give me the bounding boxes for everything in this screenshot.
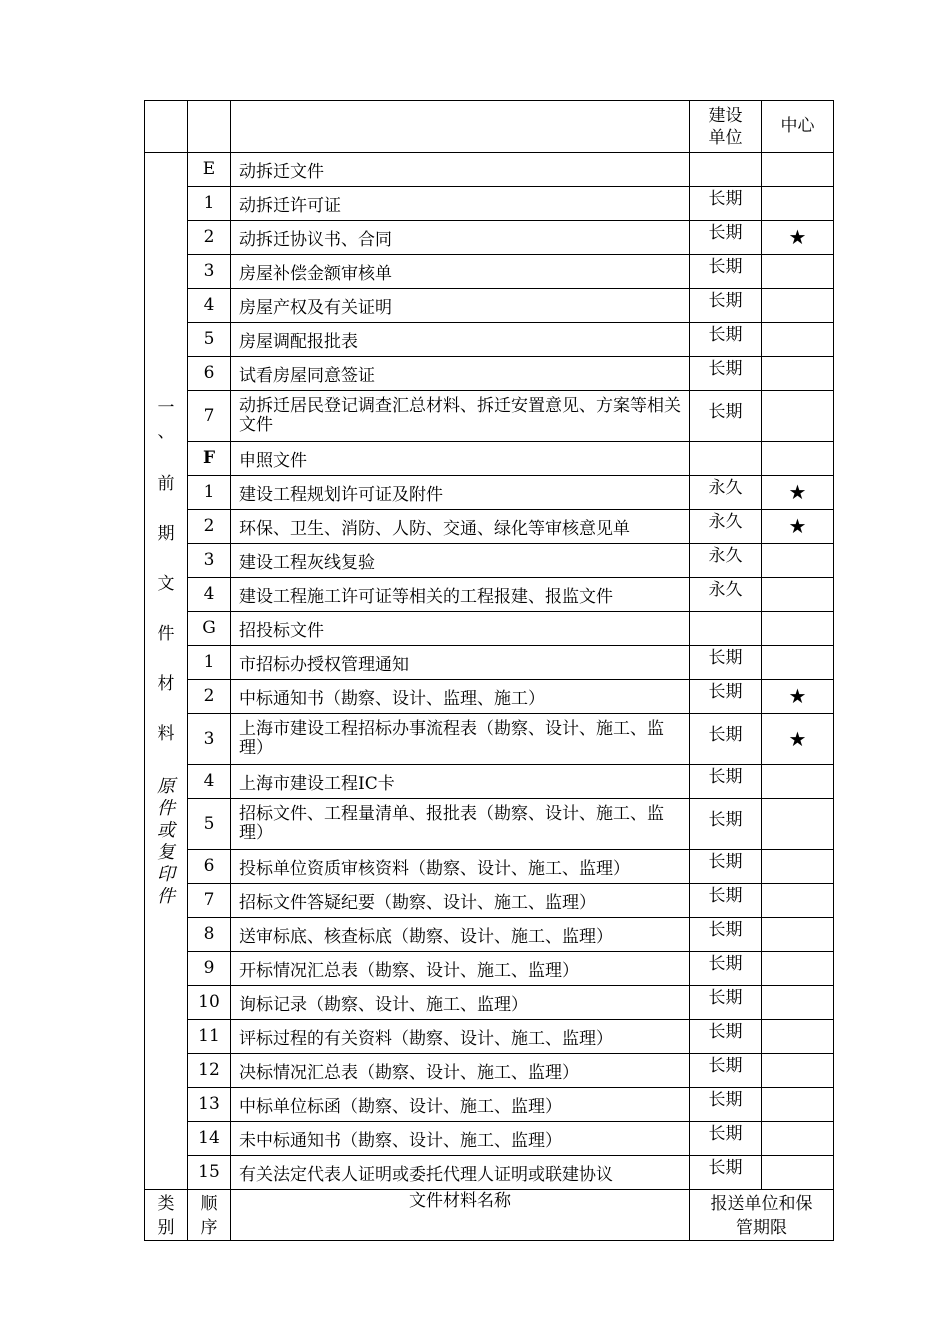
- footer-category: 类别: [145, 1190, 188, 1241]
- category-note: [145, 776, 187, 908]
- row-number: 15: [188, 1156, 231, 1190]
- row-center: [762, 646, 834, 680]
- row-center: [762, 289, 834, 323]
- header-row: [145, 101, 834, 153]
- row-term: 长期: [690, 187, 762, 221]
- row-center: [762, 1054, 834, 1088]
- row-number: 3: [188, 544, 231, 578]
- row-term: 长期: [690, 952, 762, 986]
- row-number: 1: [188, 476, 231, 510]
- document-table: [144, 100, 834, 1241]
- row-term: 长期: [690, 850, 762, 884]
- row-number: 1: [188, 646, 231, 680]
- section-row: [145, 442, 834, 476]
- row-center: [762, 357, 834, 391]
- row-name: 市招标办授权管理通知: [231, 646, 690, 680]
- row-name: 招标文件、工程量清单、报批表（勘察、设计、施工、监理）: [231, 799, 690, 850]
- row-name: 申照文件: [231, 442, 690, 476]
- row-name: 动拆迁文件: [231, 153, 690, 187]
- category-note-char: 件: [157, 886, 175, 907]
- category-note-char: 或: [157, 820, 175, 841]
- row-center: [762, 1020, 834, 1054]
- row-term: 长期: [690, 646, 762, 680]
- row-name: 中标单位标函（勘察、设计、施工、监理）: [231, 1088, 690, 1122]
- section-row: [145, 153, 834, 187]
- row-name: 决标情况汇总表（勘察、设计、施工、监理）: [231, 1054, 690, 1088]
- row-center: [762, 612, 834, 646]
- category-char: 一: [157, 398, 175, 418]
- table-row: [145, 391, 834, 442]
- row-center: [762, 918, 834, 952]
- row-number: 10: [188, 986, 231, 1020]
- row-number: 8: [188, 918, 231, 952]
- row-term: 长期: [690, 799, 762, 850]
- row-number: 13: [188, 1088, 231, 1122]
- row-term: 永久: [690, 544, 762, 578]
- row-term: [690, 612, 762, 646]
- row-number: G: [188, 612, 231, 646]
- row-name: 建设工程规划许可证及附件: [231, 476, 690, 510]
- table-row: [145, 255, 834, 289]
- row-center: [762, 952, 834, 986]
- table-row: [145, 1122, 834, 1156]
- category-note-char: 件: [157, 798, 175, 819]
- row-term: 长期: [690, 765, 762, 799]
- row-name: 开标情况汇总表（勘察、设计、施工、监理）: [231, 952, 690, 986]
- row-term: 长期: [690, 255, 762, 289]
- row-name: 房屋补偿金额审核单: [231, 255, 690, 289]
- star-icon: ★: [762, 714, 834, 765]
- header-unit: 建设单位: [690, 101, 762, 153]
- row-name: 房屋产权及有关证明: [231, 289, 690, 323]
- category-char: 、: [157, 422, 175, 442]
- row-term: 长期: [690, 221, 762, 255]
- row-name: 上海市建设工程招标办事流程表（勘察、设计、施工、监理）: [231, 714, 690, 765]
- row-term: 长期: [690, 986, 762, 1020]
- row-number: 2: [188, 680, 231, 714]
- category-char: 料: [157, 724, 175, 744]
- row-name: 有关法定代表人证明或委托代理人证明或联建协议: [231, 1156, 690, 1190]
- row-term: 长期: [690, 289, 762, 323]
- row-name: 建设工程灰线复验: [231, 544, 690, 578]
- category-note-char: 印: [157, 864, 175, 885]
- category-cell: [145, 153, 188, 1190]
- row-number: 5: [188, 323, 231, 357]
- row-number: 7: [188, 391, 231, 442]
- row-term: 长期: [690, 884, 762, 918]
- row-number: 6: [188, 357, 231, 391]
- row-number: 1: [188, 187, 231, 221]
- header-blank-category: [145, 101, 188, 153]
- row-number: 3: [188, 714, 231, 765]
- table-row: [145, 187, 834, 221]
- row-number: 11: [188, 1020, 231, 1054]
- row-center: [762, 323, 834, 357]
- row-term: 永久: [690, 510, 762, 544]
- table-row: [145, 323, 834, 357]
- footer-name: 文件材料名称: [231, 1190, 690, 1241]
- row-name: 询标记录（勘察、设计、施工、监理）: [231, 986, 690, 1020]
- category-char: 件: [157, 624, 175, 644]
- table-row: [145, 510, 834, 544]
- row-term: 永久: [690, 476, 762, 510]
- star-icon: ★: [762, 510, 834, 544]
- row-term: 长期: [690, 680, 762, 714]
- row-center: [762, 255, 834, 289]
- table-row: [145, 884, 834, 918]
- footer-unit-term: 报送单位和保管期限: [690, 1190, 834, 1241]
- row-term: 长期: [690, 1088, 762, 1122]
- star-icon: ★: [762, 680, 834, 714]
- row-term: 长期: [690, 1054, 762, 1088]
- row-center: [762, 765, 834, 799]
- row-center: [762, 442, 834, 476]
- table-row: [145, 714, 834, 765]
- row-center: [762, 986, 834, 1020]
- row-name: 房屋调配报批表: [231, 323, 690, 357]
- row-term: 长期: [690, 357, 762, 391]
- table-row: [145, 918, 834, 952]
- row-center: [762, 1088, 834, 1122]
- table-row: [145, 986, 834, 1020]
- row-term: 长期: [690, 1122, 762, 1156]
- row-term: 长期: [690, 323, 762, 357]
- star-icon: ★: [762, 476, 834, 510]
- row-number: 7: [188, 884, 231, 918]
- row-name: 建设工程施工许可证等相关的工程报建、报监文件: [231, 578, 690, 612]
- row-term: 长期: [690, 391, 762, 442]
- table-row: [145, 289, 834, 323]
- table-row: [145, 578, 834, 612]
- table-row: [145, 544, 834, 578]
- table-row: [145, 1020, 834, 1054]
- row-number: 9: [188, 952, 231, 986]
- row-center: [762, 884, 834, 918]
- table-row: [145, 799, 834, 850]
- row-center: [762, 578, 834, 612]
- table-row: [145, 476, 834, 510]
- row-number: 5: [188, 799, 231, 850]
- category-char: 文: [157, 574, 175, 594]
- row-center: [762, 799, 834, 850]
- table-row: [145, 765, 834, 799]
- row-name: 中标通知书（勘察、设计、监理、施工）: [231, 680, 690, 714]
- row-center: [762, 153, 834, 187]
- table-row: [145, 952, 834, 986]
- header-center: 中心: [762, 101, 834, 153]
- row-center: [762, 187, 834, 221]
- footer-order: 顺序: [188, 1190, 231, 1241]
- row-center: [762, 544, 834, 578]
- category-char: 前: [157, 474, 175, 494]
- category-char: 材: [157, 674, 175, 694]
- row-center: [762, 1156, 834, 1190]
- row-number: 4: [188, 289, 231, 323]
- row-name: 动拆迁许可证: [231, 187, 690, 221]
- row-number: 2: [188, 221, 231, 255]
- row-term: [690, 442, 762, 476]
- table-row: [145, 646, 834, 680]
- row-term: 长期: [690, 1020, 762, 1054]
- row-term: 长期: [690, 918, 762, 952]
- section-row: [145, 612, 834, 646]
- row-name: 招标文件答疑纪要（勘察、设计、施工、监理）: [231, 884, 690, 918]
- row-term: 长期: [690, 1156, 762, 1190]
- row-center: [762, 391, 834, 442]
- row-number: 4: [188, 578, 231, 612]
- row-term: 永久: [690, 578, 762, 612]
- header-blank-name: [231, 101, 690, 153]
- row-center: [762, 1122, 834, 1156]
- row-number: 12: [188, 1054, 231, 1088]
- row-term: 长期: [690, 714, 762, 765]
- row-name: 上海市建设工程IC卡: [231, 765, 690, 799]
- category-note-char: 原: [157, 776, 175, 797]
- row-name: 试看房屋同意签证: [231, 357, 690, 391]
- row-name: 招投标文件: [231, 612, 690, 646]
- row-number: F: [188, 442, 231, 476]
- row-number: 3: [188, 255, 231, 289]
- table-row: [145, 1054, 834, 1088]
- row-number: 2: [188, 510, 231, 544]
- row-name: 投标单位资质审核资料（勘察、设计、施工、监理）: [231, 850, 690, 884]
- table-body: [145, 101, 834, 1241]
- row-name: 动拆迁居民登记调查汇总材料、拆迁安置意见、方案等相关文件: [231, 391, 690, 442]
- row-name: 送审标底、核查标底（勘察、设计、施工、监理）: [231, 918, 690, 952]
- row-name: 评标过程的有关资料（勘察、设计、施工、监理）: [231, 1020, 690, 1054]
- row-name: 未中标通知书（勘察、设计、施工、监理）: [231, 1122, 690, 1156]
- table-row: [145, 357, 834, 391]
- star-icon: ★: [762, 221, 834, 255]
- table-row: [145, 850, 834, 884]
- row-number: E: [188, 153, 231, 187]
- row-center: [762, 850, 834, 884]
- footer-row: [145, 1190, 834, 1241]
- category-char: 期: [157, 524, 175, 544]
- row-name: 环保、卫生、消防、人防、交通、绿化等审核意见单: [231, 510, 690, 544]
- row-name: 动拆迁协议书、合同: [231, 221, 690, 255]
- table-row: [145, 1156, 834, 1190]
- row-number: 14: [188, 1122, 231, 1156]
- header-blank-order: [188, 101, 231, 153]
- table-row: [145, 680, 834, 714]
- table-row: [145, 1088, 834, 1122]
- category-note-char: 复: [157, 842, 175, 863]
- row-number: 6: [188, 850, 231, 884]
- table-row: [145, 221, 834, 255]
- row-number: 4: [188, 765, 231, 799]
- row-term: [690, 153, 762, 187]
